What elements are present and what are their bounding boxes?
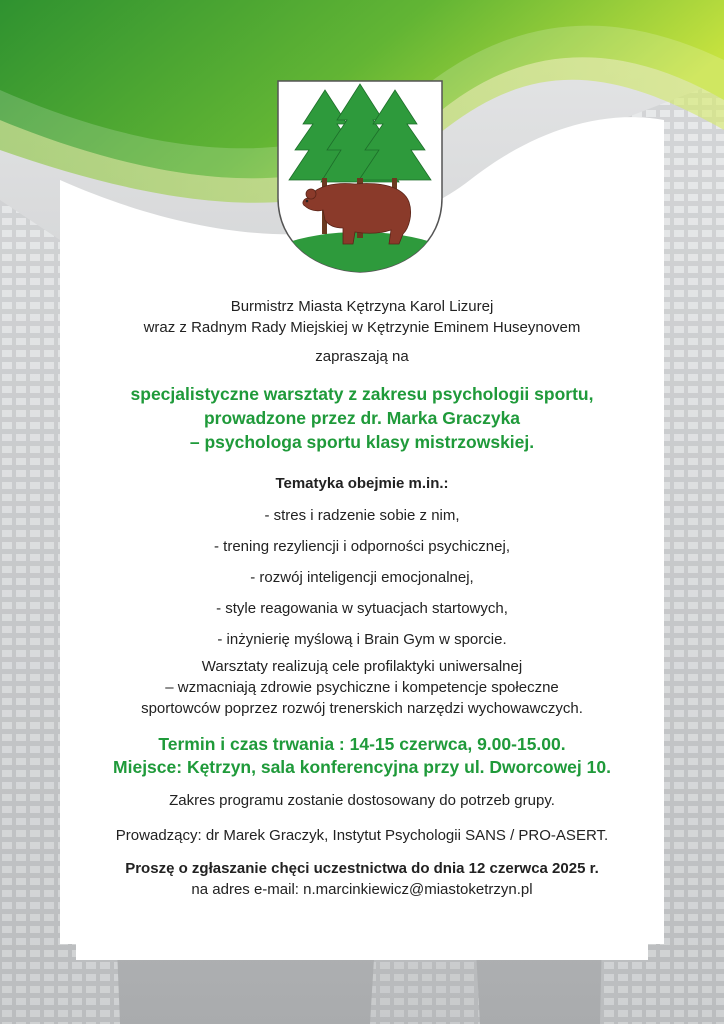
registration-deadline: Proszę o zgłaszanie chęci uczestnictwa do dnia 12 czerwca 2025 r. — [125, 860, 599, 877]
goals-line-3: sportowców poprzez rozwój trenerskich narzędzi wychowawczych. — [141, 700, 583, 717]
invitation-content — [60, 296, 664, 900]
topics-list — [60, 500, 664, 655]
goals-paragraph — [60, 656, 664, 719]
workshop-headline — [60, 382, 664, 454]
invite-text: zapraszają na — [315, 348, 409, 365]
bear-and-trees-coat-of-arms-icon — [275, 78, 445, 274]
headline-line-3: – psychologa sportu klasy mistrzowskiej. — [189, 432, 535, 452]
goals-line-2: – wzmacniają zdrowie psychiczne i kompetencje społeczne — [165, 679, 559, 696]
intro-councillor: wraz z Radnym Rady Miejskiej w Kętrzynie Eminem Huseynovem — [143, 319, 581, 336]
registration-info — [60, 858, 664, 900]
topic-item: - trening rezyliencji i odporności psychicznej, — [214, 538, 510, 555]
topics-title: Tematyka obejmie m.in.: — [275, 475, 449, 492]
topic-item: - style reagowania w sytuacjach startowych, — [216, 600, 508, 617]
program-scope: Zakres programu zostanie dostosowany do potrzeb grupy. — [169, 792, 555, 809]
goals-line-1: Warsztaty realizują cele profilaktyki uniwersalnej — [201, 658, 523, 675]
date-time: Termin i czas trwania : 14-15 czerwca, 9.00-15.00. — [158, 734, 566, 754]
venue: Miejsce: Kętrzyn, sala konferencyjna przy ul. Dworcowej 10. — [113, 757, 611, 777]
topic-item: - stres i radzenie sobie z nim, — [264, 507, 460, 524]
registration-email[interactable]: na adres e-mail: n.marcinkiewicz@miastoketrzyn.pl — [191, 881, 533, 898]
workshop-leader: Prowadzący: dr Marek Graczyk, Instytut Psychologii SANS / PRO-ASERT. — [115, 827, 609, 844]
intro-mayor: Burmistrz Miasta Kętrzyna Karol Lizurej — [230, 298, 494, 315]
intro-block — [60, 296, 664, 338]
topic-item: - rozwój inteligencji emocjonalnej, — [250, 569, 474, 586]
date-and-place — [60, 733, 664, 779]
topic-item: - inżynierię myślową i Brain Gym w sporcie. — [217, 631, 507, 648]
headline-line-2: prowadzone przez dr. Marka Graczyka — [203, 408, 521, 428]
headline-line-1: specjalistyczne warsztaty z zakresu psychologii sportu, — [130, 384, 594, 404]
